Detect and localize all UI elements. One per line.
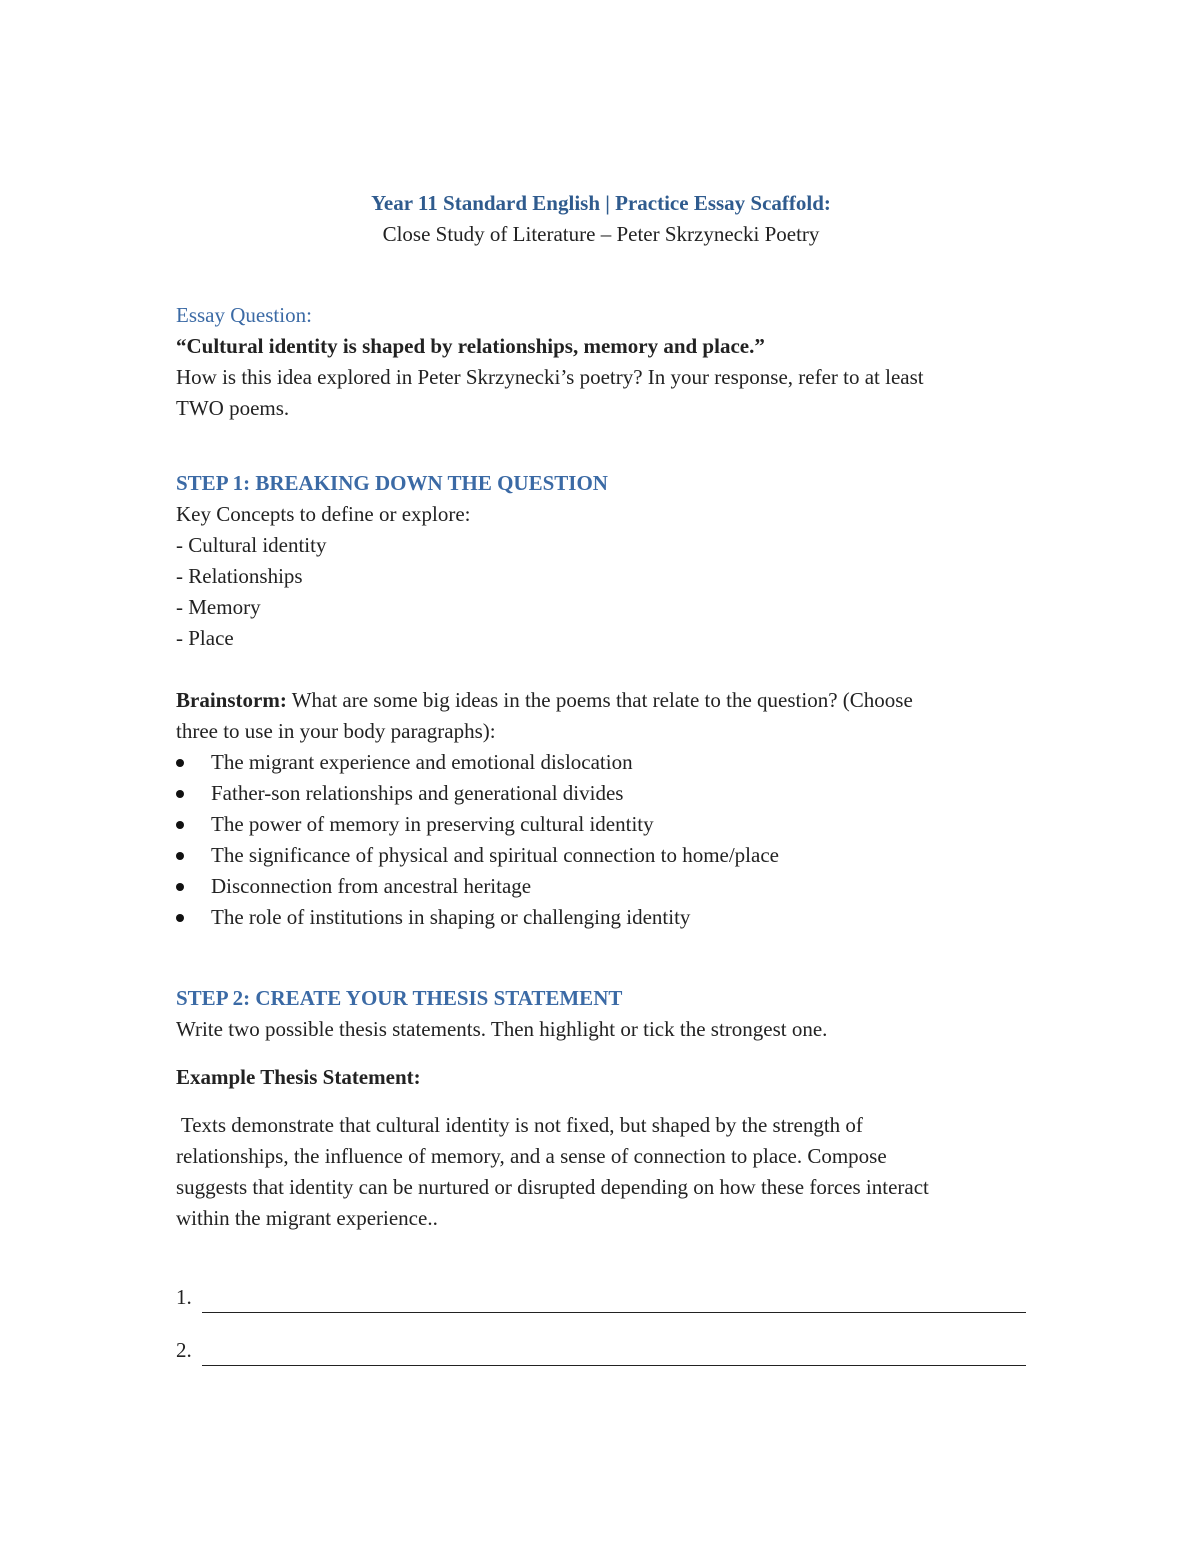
concept-item: - Place: [176, 626, 234, 650]
answer-number: 1.: [176, 1285, 192, 1309]
step1-heading: STEP 1: BREAKING DOWN THE QUESTION: [176, 471, 608, 495]
thesis-answer-blank-1[interactable]: [202, 1290, 1026, 1313]
brainstorm-ideas-list: [176, 747, 1026, 933]
thesis-answer-row-2: [176, 1335, 1026, 1366]
example-thesis-label: Example Thesis Statement:: [176, 1065, 421, 1089]
list-item: Disconnection from ancestral heritage: [176, 871, 1026, 902]
page-subtitle: Close Study of Literature – Peter Skrzynecki Poetry: [382, 222, 820, 246]
brainstorm-label: Brainstorm:: [176, 688, 287, 712]
bullet-icon: [176, 883, 184, 891]
example-thesis-line: Texts demonstrate that cultural identity is not fixed, but shaped by the strength of: [176, 1113, 863, 1137]
bullet-icon: [176, 790, 184, 798]
list-item: The power of memory in preserving cultural identity: [176, 809, 1026, 840]
brainstorm-text: What are some big ideas in the poems that relate to the question? (Choose: [286, 688, 913, 712]
essay-question-line-1: How is this idea explored in Peter Skrzynecki’s poetry? In your response, refer to at least: [176, 365, 924, 389]
thesis-answer-row-1: [176, 1282, 1026, 1313]
brainstorm-line-1: [176, 685, 1026, 716]
essay-question-quote: “Cultural identity is shaped by relationships, memory and place.”: [176, 334, 765, 358]
essay-question-label: Essay Question:: [176, 303, 312, 327]
example-thesis-line: suggests that identity can be nurtured or disrupted depending on how these forces interact: [176, 1175, 929, 1199]
key-concepts-intro: Key Concepts to define or explore:: [176, 502, 471, 526]
concept-item: - Memory: [176, 595, 261, 619]
list-item: Father-son relationships and generational divides: [176, 778, 1026, 809]
bullet-icon: [176, 821, 184, 829]
list-item: The significance of physical and spiritual connection to home/place: [176, 840, 1026, 871]
bullet-icon: [176, 914, 184, 922]
list-item: The migrant experience and emotional dislocation: [176, 747, 1026, 778]
list-item: The role of institutions in shaping or challenging identity: [176, 902, 1026, 933]
concept-item: - Relationships: [176, 564, 303, 588]
page-title: Year 11 Standard English | Practice Essay Scaffold:: [371, 191, 831, 215]
step2-heading: STEP 2: CREATE YOUR THESIS STATEMENT: [176, 986, 623, 1010]
bullet-icon: [176, 759, 184, 767]
thesis-instruction: Write two possible thesis statements. Then highlight or tick the strongest one.: [176, 1017, 828, 1041]
thesis-answer-blank-2[interactable]: [202, 1343, 1026, 1366]
document-content: [176, 188, 1026, 1366]
brainstorm-line-2: three to use in your body paragraphs):: [176, 719, 496, 743]
bullet-icon: [176, 852, 184, 860]
answer-number: 2.: [176, 1338, 192, 1362]
example-thesis-line: relationships, the influence of memory, and a sense of connection to place. Compose: [176, 1144, 887, 1168]
essay-question-line-2: TWO poems.: [176, 396, 290, 420]
concept-item: - Cultural identity: [176, 533, 327, 557]
example-thesis-line: within the migrant experience..: [176, 1206, 438, 1230]
